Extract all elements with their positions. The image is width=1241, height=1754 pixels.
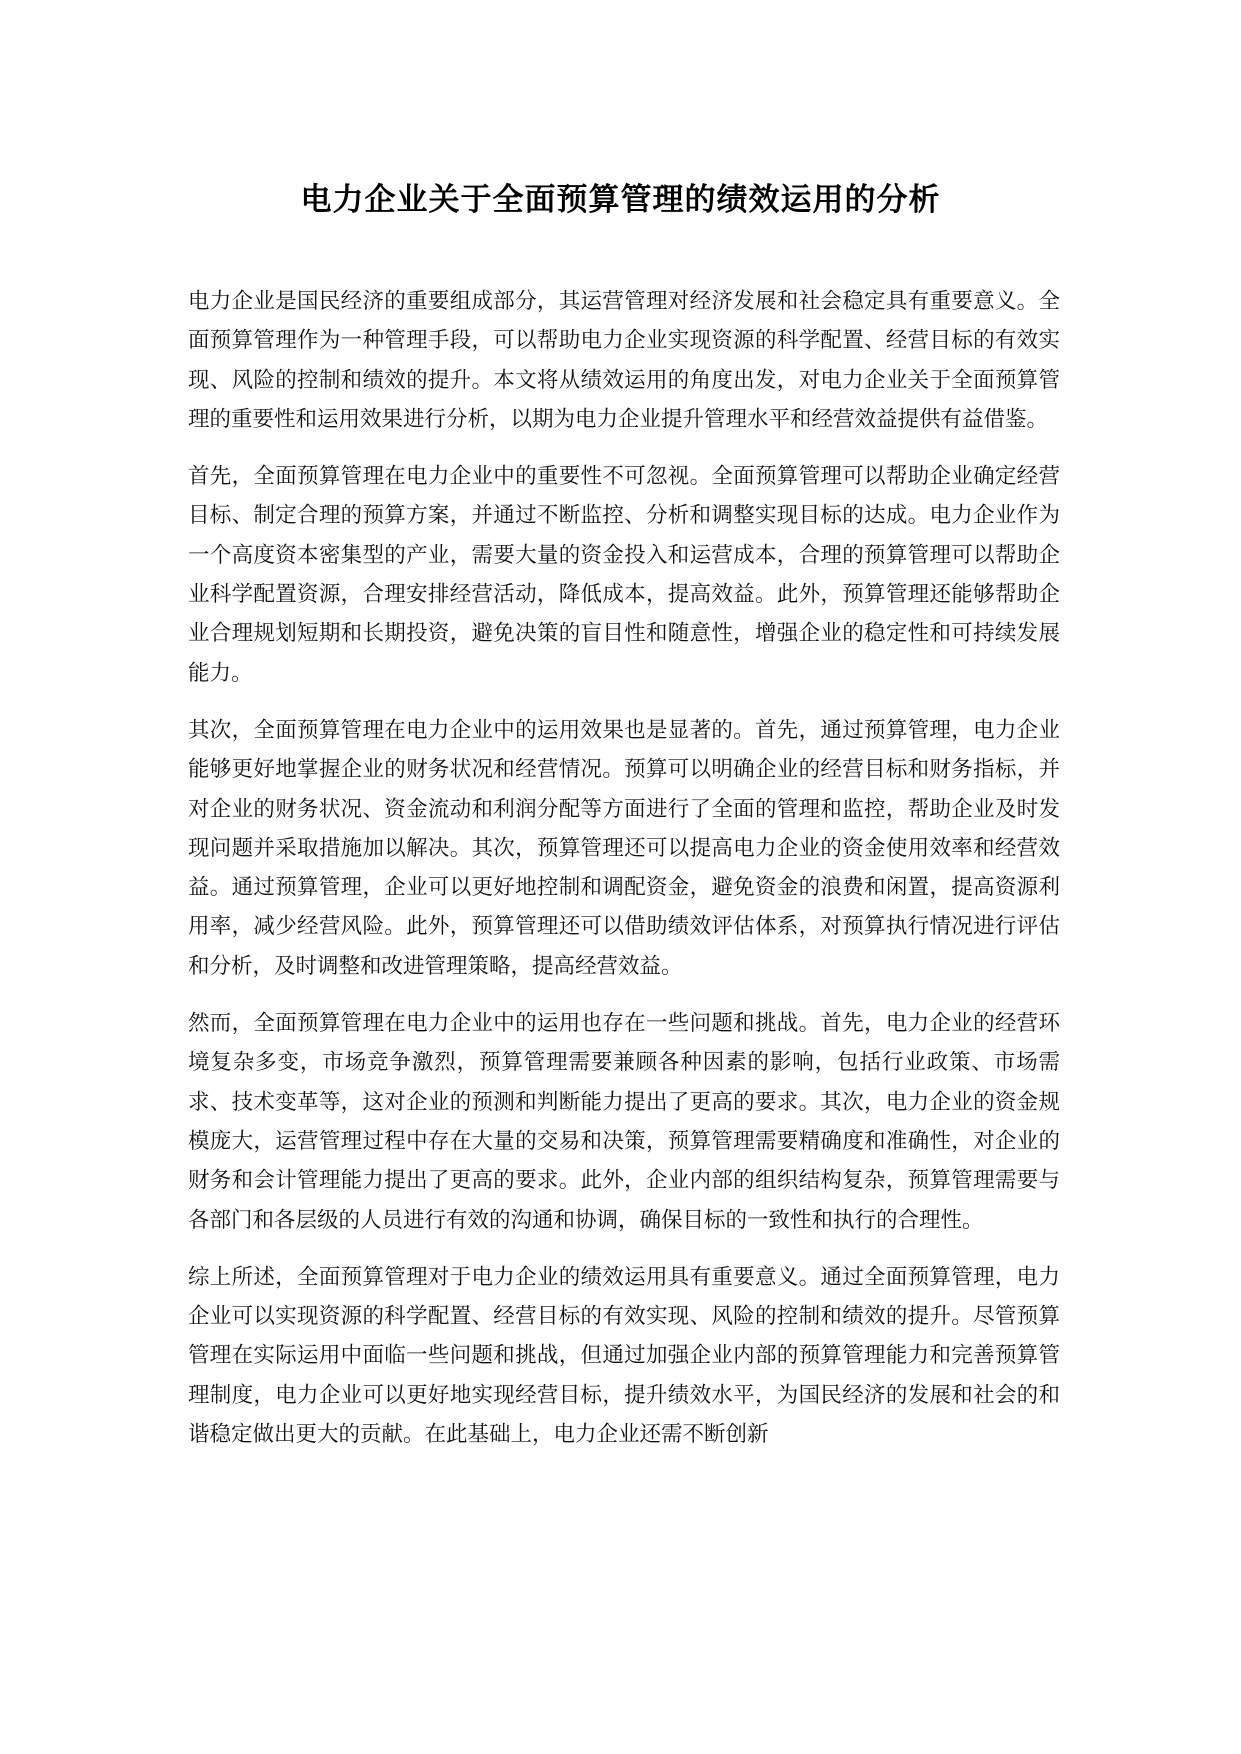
paragraph-importance: 首先，全面预算管理在电力企业中的重要性不可忽视。全面预算管理可以帮助企业确定经营目标、制定合理的预算方案，并通过不断监控、分析和调整实现目标的达成。电力企业作为一个高度资本密集型的产业，需要大量的资金投入和运营成本，合理的预算管理可以帮助企业科学配置资源，合理安排经营活动，降低成本，提高效益。此外，预算管理还能够帮助企业合理规划短期和长期投资，避免决策的盲目性和随意性，增强企业的稳定性和可持续发展能力。	[188, 464, 1060, 686]
paragraph-effects: 其次，全面预算管理在电力企业中的运用效果也是显著的。首先，通过预算管理，电力企业能够更好地掌握企业的财务状况和经营情况。预算可以明确企业的经营目标和财务指标，并对企业的财务状况、资金流动和利润分配等方面进行了全面的管理和监控，帮助企业及时发现问题并采取措施加以解决。其次，预算管理还可以提高电力企业的资金使用效率和经营效益。通过预算管理，企业可以更好地控制和调配资金，避免资金的浪费和闲置，提高资源利用率，减少经营风险。此外，预算管理还可以借助绩效评估体系，对预算执行情况进行评估和分析，及时调整和改进管理策略，提高经营效益。	[188, 717, 1060, 979]
document-title: 电力企业关于全面预算管理的绩效运用的分析	[300, 182, 941, 218]
document-body	[188, 282, 1060, 1472]
paragraph-conclusion: 综上所述，全面预算管理对于电力企业的绩效运用具有重要意义。通过全面预算管理，电力企业可以实现资源的科学配置、经营目标的有效实现、风险的控制和绩效的提升。尽管预算管理在实际运用中面临一些问题和挑战，但通过加强企业内部的预算管理能力和完善预算管理制度，电力企业可以更好地实现经营目标，提升绩效水平，为国民经济的发展和社会的和谐稳定做出更大的贡献。在此基础上，电力企业还需不断创新	[188, 1264, 1060, 1448]
paragraph-challenges: 然而，全面预算管理在电力企业中的运用也存在一些问题和挑战。首先，电力企业的经营环境复杂多变，市场竞争激烈，预算管理需要兼顾各种因素的影响，包括行业政策、市场需求、技术变革等，这对企业的预测和判断能力提出了更高的要求。其次，电力企业的资金规模庞大，运营管理过程中存在大量的交易和决策，预算管理需要精确度和准确性，对企业的财务和会计管理能力提出了更高的要求。此外，企业内部的组织结构复杂，预算管理需要与各部门和各层级的人员进行有效的沟通和协调，确保目标的一致性和执行的合理性。	[188, 1011, 1060, 1233]
paragraph-intro: 电力企业是国民经济的重要组成部分，其运营管理对经济发展和社会稳定具有重要意义。全面预算管理作为一种管理手段，可以帮助电力企业实现资源的科学配置、经营目标的有效实现、风险的控制和绩效的提升。本文将从绩效运用的角度出发，对电力企业关于全面预算管理的重要性和运用效果进行分析，以期为电力企业提升管理水平和经营效益提供有益借鉴。	[188, 289, 1060, 432]
